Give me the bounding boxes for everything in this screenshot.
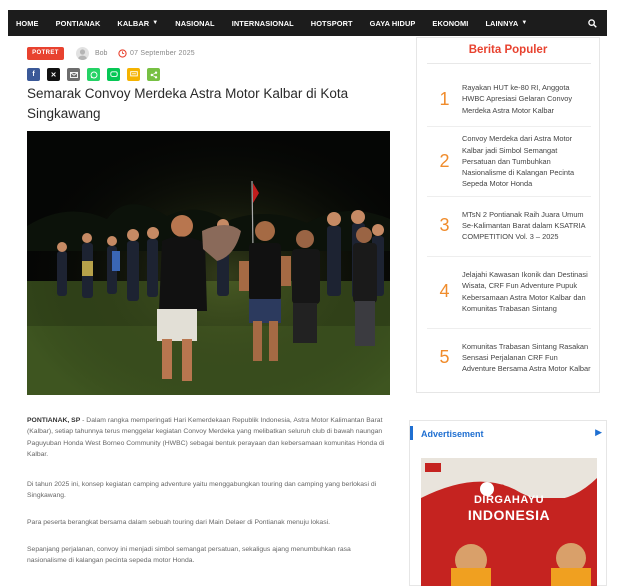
x-share-button[interactable] xyxy=(47,68,60,81)
publish-date: 07 September 2025 xyxy=(130,50,195,57)
chevron-down-icon: ▼ xyxy=(521,20,528,26)
nav-item-lainnya[interactable]: LAINNYA ▼ xyxy=(485,18,528,28)
nav-item-kalbar[interactable]: KALBAR ▼ xyxy=(117,18,159,28)
widget-accent-bar xyxy=(410,426,413,440)
nav-menu xyxy=(8,10,544,36)
article-lead: PONTIANAK, SP xyxy=(27,417,81,424)
nav-item-home[interactable]: HOME xyxy=(16,18,39,28)
popular-item[interactable] xyxy=(427,196,591,254)
widget-title: Berita Populer xyxy=(468,44,548,56)
article-paragraph: Para peserta berangkat bersama dalam sebuah touring dari Main Delaer di Pontianak menuju lokasi. xyxy=(27,519,331,526)
advertisement-banner[interactable] xyxy=(421,458,597,586)
ad-headline: INDONESIA xyxy=(467,507,551,523)
author-avatar xyxy=(76,47,89,60)
facebook-icon: f xyxy=(32,71,35,78)
popular-link[interactable]: MTsN 2 Pontianak Raih Juara Umum Se-Kalimantan Barat dalam KSATRIA COMPETITION Vol. 3 – 2025 xyxy=(462,209,586,242)
advertisement-widget xyxy=(409,420,607,586)
author-name[interactable]: Bob xyxy=(95,50,108,57)
share-icon xyxy=(150,71,158,79)
top-nav xyxy=(8,10,607,36)
share-buttons xyxy=(27,68,167,81)
nav-item-nasional[interactable]: NASIONAL xyxy=(175,18,215,28)
ad-headline: DIRGAHAYU xyxy=(473,494,545,506)
popular-link[interactable]: Rayakan HUT ke-80 RI, Anggota HWBC Apresiasi Gelaran Convoy Merdeka Astra Motor Kalbar xyxy=(462,83,573,115)
clock-icon xyxy=(118,49,127,58)
article-paragraph: PONTIANAK, SP - Dalam rangka memperingati Hari Kemerdekaan Republik Indonesia, Astra Motor Kalimantan Barat (Kalbar), setiap tahunnya terus menggelar kegiatan Convoy Merdeka yang melibatkan seluruh club di bawah naungan Paguyuban Honda West Borneo Community (HWBC) sebagai bentuk perayaan dan kebersamaan komunitas Honda di Kalbar. xyxy=(27,417,385,458)
chevron-right-icon: ▶ xyxy=(595,427,602,437)
email-share-button[interactable] xyxy=(67,68,80,81)
more-share-button[interactable] xyxy=(147,68,160,81)
chevron-down-icon: ▼ xyxy=(152,20,159,26)
article-paragraph: Sepanjang perjalanan, convoy ini menjadi simbol semangat persatuan, sekaligus ajang menumbuhkan rasa nasionalisme di kalangan pecinta sepeda motor Honda. xyxy=(27,546,351,565)
popular-rank: 2 xyxy=(439,151,450,171)
popular-rank: 4 xyxy=(439,281,450,301)
search-button[interactable] xyxy=(577,10,607,36)
email-icon xyxy=(70,72,78,78)
facebook-share-button[interactable] xyxy=(27,68,40,81)
popular-link[interactable]: Convoy Merdeka dari Astra Motor Kalbar jadi Simbol Semangat Persatuan dan Tumbuhkan Nasionalisme di Kalangan Pecinta Sepeda Motor Honda xyxy=(462,134,575,189)
x-icon: ✕ xyxy=(50,71,57,79)
article-paragraph: Di tahun 2025 ini, konsep kegiatan camping adventure yaitu menggabungkan touring dan camping yang berlokasi di Singkawang. xyxy=(27,481,377,500)
popular-news-widget xyxy=(416,37,600,393)
whatsapp-icon xyxy=(90,71,98,79)
nav-item-internasional[interactable]: INTERNASIONAL xyxy=(231,18,294,28)
article-hero-image xyxy=(27,131,390,395)
article-title: Semarak Convoy Merdeka Astra Motor Kalbar di Kota Singkawang xyxy=(27,86,349,121)
category-badge[interactable]: POTRET xyxy=(27,47,64,60)
popular-link[interactable]: Jelajahi Kawasan Ikonik dan Destinasi Wisata, CRF Fun Adventure Pupuk Kebersamaan Astra Motor Kalbar dan Komunitas Trabasan Sintang xyxy=(462,269,588,313)
ad-badge-text: 80 xyxy=(495,483,506,493)
line-share-button[interactable] xyxy=(107,68,120,81)
widget-title: Advertisement xyxy=(421,429,484,439)
popular-rank: 3 xyxy=(439,215,450,235)
popular-item[interactable] xyxy=(427,328,591,386)
nav-item-ekonomi[interactable]: EKONOMI xyxy=(432,18,469,28)
search-icon xyxy=(588,19,597,28)
nav-item-gaya-hidup[interactable]: GAYA HIDUP xyxy=(369,18,416,28)
popular-item[interactable] xyxy=(427,75,591,123)
line-icon xyxy=(110,71,118,78)
sms-share-button[interactable] xyxy=(127,68,140,81)
popular-rank: 5 xyxy=(439,347,450,367)
popular-item[interactable] xyxy=(427,126,591,196)
popular-rank: 1 xyxy=(439,88,450,109)
popular-link[interactable]: Komunitas Trabasan Sintang Rasakan Sensasi Perjalanan CRF Fun Adventure Bersama Astra Motor Kalbar xyxy=(462,341,591,374)
sms-icon xyxy=(130,71,138,78)
popular-item[interactable] xyxy=(427,256,591,326)
whatsapp-share-button[interactable] xyxy=(87,68,100,81)
divider xyxy=(427,63,591,64)
nav-item-hotsport[interactable]: HOTSPORT xyxy=(310,18,353,28)
nav-item-pontianak[interactable]: PONTIANAK xyxy=(55,18,101,28)
